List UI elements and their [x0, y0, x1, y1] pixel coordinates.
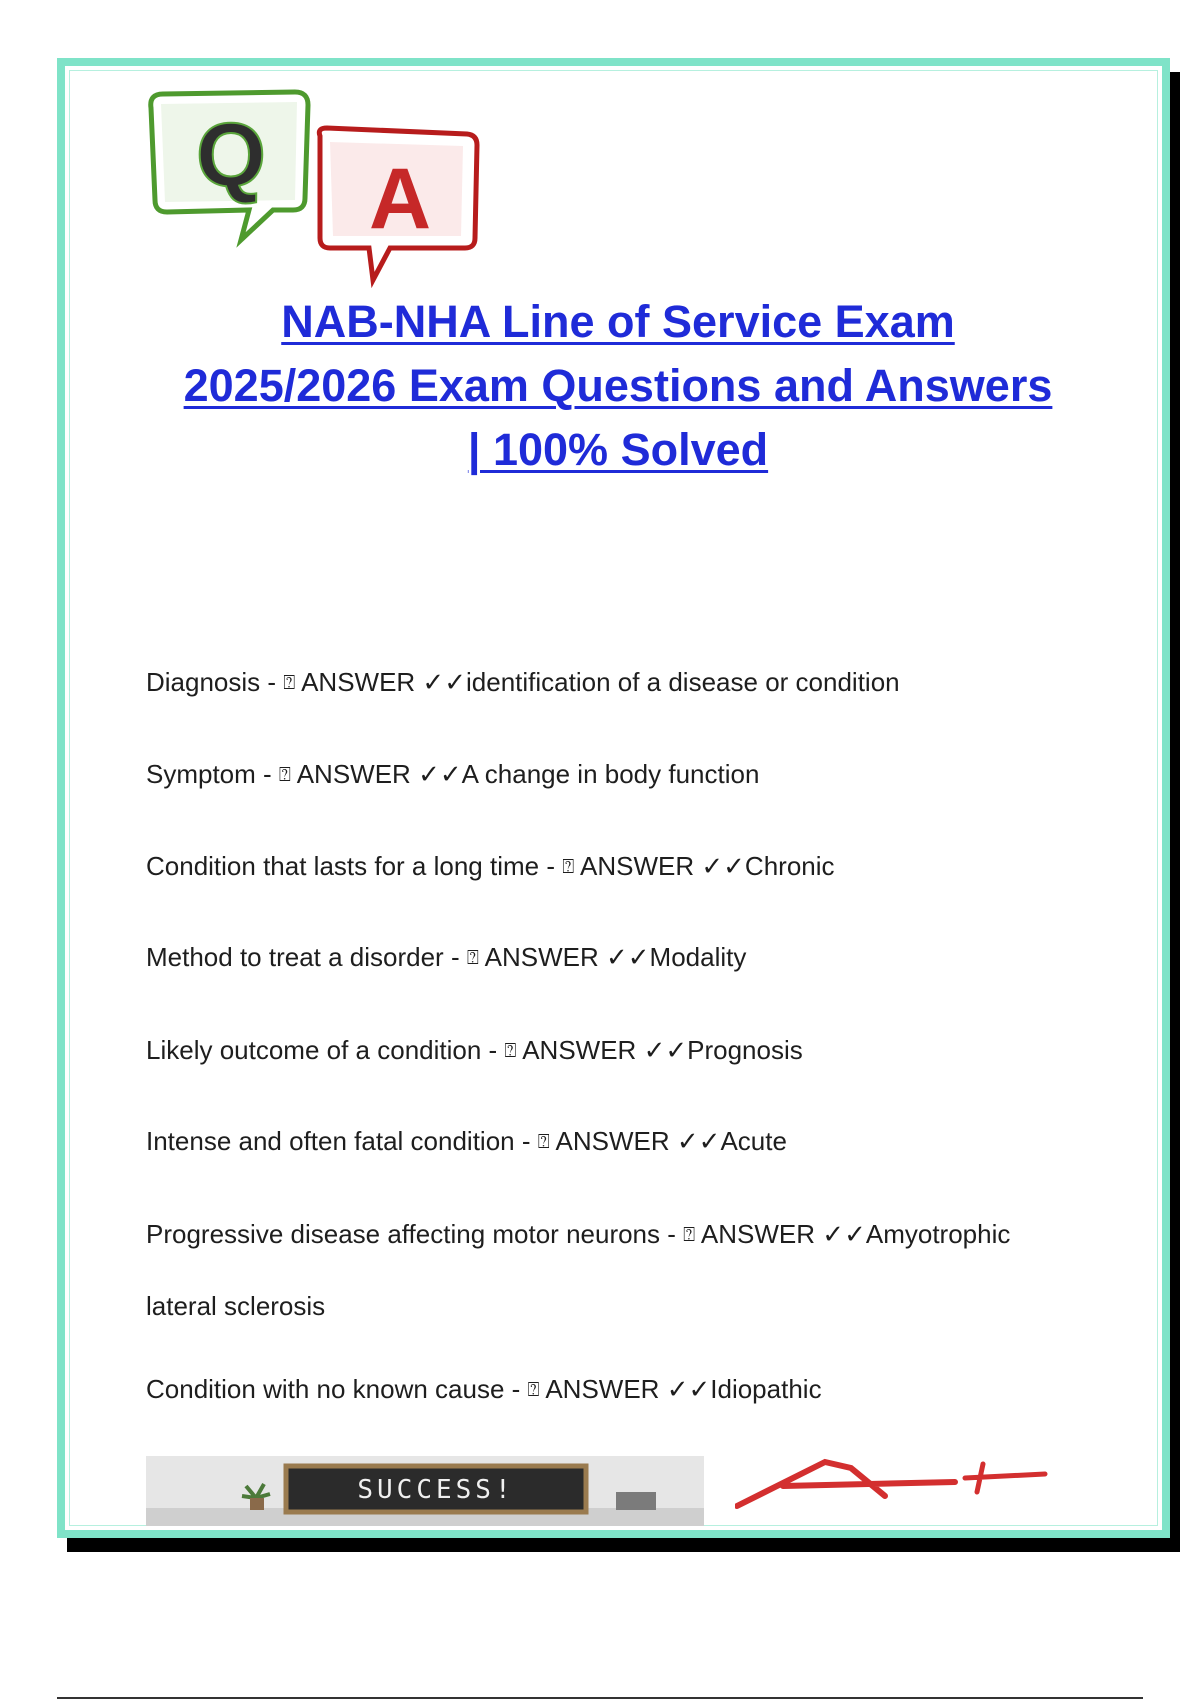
double-check-icon: ✓✓ — [418, 760, 462, 790]
missing-glyph-icon: ⍰ — [527, 1377, 540, 1401]
qa-item — [146, 754, 1126, 796]
missing-glyph-icon: ⍰ — [537, 1129, 550, 1153]
qa-item — [146, 846, 1126, 888]
missing-glyph-icon: ⍰ — [278, 762, 291, 786]
qa-item — [146, 1121, 1126, 1163]
answer-text: Idiopathic — [710, 1374, 822, 1404]
missing-glyph-icon: ⍰ — [466, 945, 479, 969]
answer-label: ANSWER — [574, 851, 702, 881]
double-check-icon: ✓✓ — [701, 852, 745, 882]
double-check-icon: ✓✓ — [605, 943, 650, 973]
double-check-icon: ✓✓ — [676, 1127, 721, 1157]
qa-item — [146, 937, 1126, 979]
answer-label: ANSWER — [290, 759, 419, 789]
double-check-icon: ✓✓ — [643, 1036, 688, 1066]
grade-text — [887, 1509, 902, 1523]
double-check-icon: ✓✓ — [666, 1375, 711, 1405]
answer-text: Acute — [720, 1126, 787, 1156]
answer-text-continued: lateral sclerosis — [146, 1291, 326, 1321]
answer-text: identification of a disease or condition — [466, 667, 900, 697]
answer-label: ANSWER — [549, 1126, 677, 1156]
question-text: Method to treat a disorder - — [146, 942, 467, 972]
a-plus-logo — [735, 1456, 1055, 1526]
qa-logo — [145, 88, 495, 288]
answer-text: Modality — [649, 942, 747, 972]
missing-glyph-icon: ⍰ — [562, 854, 575, 878]
title-line-2: 2025/2026 Exam Questions and Answers — [183, 360, 1053, 411]
answer-bubble-icon — [319, 128, 477, 280]
question-bubble-icon — [151, 92, 308, 240]
question-text: Condition with no known cause - — [146, 1374, 528, 1404]
question-text: Symptom - — [146, 759, 279, 789]
answer-text: Prognosis — [687, 1035, 803, 1065]
title-line-1: NAB-NHA Line of Service Exam — [281, 296, 955, 347]
footer-rule — [57, 1697, 1143, 1699]
success-text: SUCCESS! — [357, 1475, 515, 1505]
double-check-icon: ✓✓ — [422, 668, 466, 698]
double-check-icon: ✓✓ — [822, 1220, 866, 1250]
missing-glyph-icon: ⍰ — [283, 670, 296, 694]
page-title — [120, 290, 1116, 482]
answer-text: A change in body function — [461, 759, 760, 789]
question-text: Diagnosis - — [146, 667, 284, 697]
qa-item — [146, 1030, 1126, 1072]
qa-item — [146, 1214, 1126, 1326]
question-text: Progressive disease affecting motor neurons - — [146, 1219, 684, 1249]
title-line-3: | 100% Solved — [467, 424, 769, 475]
answer-letter: A — [368, 151, 432, 247]
question-text: Intense and often fatal condition - — [146, 1126, 538, 1156]
question-letter: Q — [195, 106, 267, 206]
answer-text: Amyotrophic — [865, 1219, 1011, 1249]
qa-item — [146, 1369, 1126, 1411]
question-text: Condition that lasts for a long time - — [146, 851, 563, 881]
qa-item — [146, 662, 1126, 704]
success-banner-image — [146, 1456, 704, 1526]
answer-label: ANSWER — [516, 1035, 644, 1065]
answer-label: ANSWER — [295, 667, 423, 697]
missing-glyph-icon: ⍰ — [683, 1222, 696, 1246]
answer-text: Chronic — [744, 851, 835, 881]
answer-label: ANSWER — [478, 942, 606, 972]
answer-label: ANSWER — [539, 1374, 667, 1404]
missing-glyph-icon: ⍰ — [504, 1038, 517, 1062]
question-text: Likely outcome of a condition - — [146, 1035, 505, 1065]
answer-label: ANSWER — [695, 1219, 823, 1249]
